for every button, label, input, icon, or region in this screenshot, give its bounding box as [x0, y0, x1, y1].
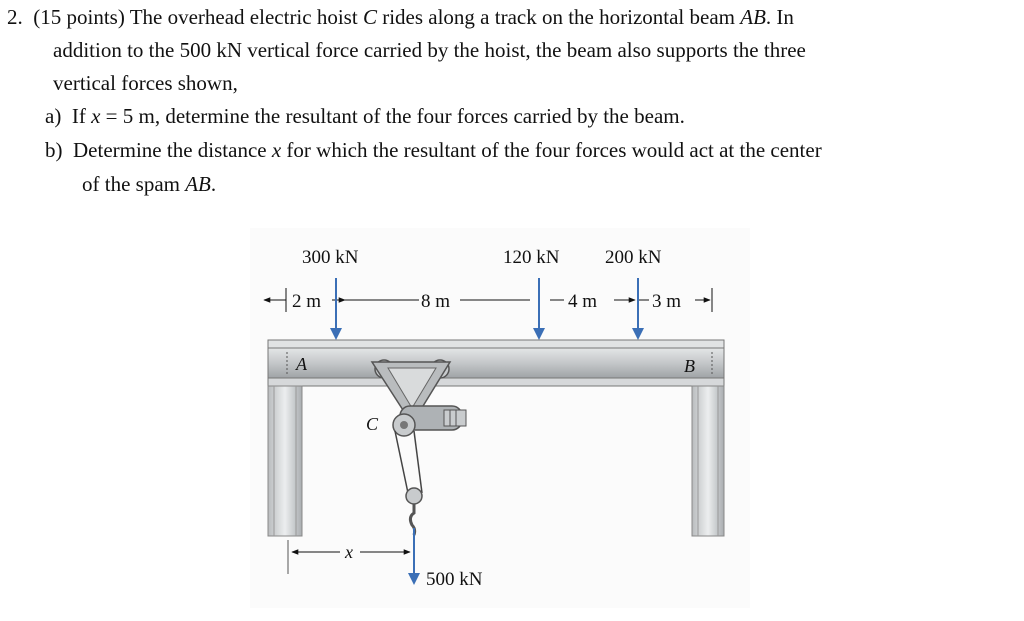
beam-variable: AB	[740, 5, 766, 29]
part-b-label: b)	[45, 138, 63, 162]
label-A: A	[296, 354, 307, 374]
question-points: (15 points)	[33, 5, 125, 29]
label-C: C	[366, 414, 379, 434]
force-300-label: 300 kN	[302, 247, 359, 268]
question-number: 2.	[7, 5, 23, 29]
dim-3m-label: 3 m	[652, 291, 682, 312]
dim-4m-label: 4 m	[568, 291, 598, 312]
hoist-figure	[250, 228, 750, 608]
force-500-label: 500 kN	[426, 569, 483, 590]
left-column	[268, 386, 302, 536]
hoist-variable: C	[362, 5, 377, 29]
label-x: x	[345, 542, 353, 562]
part-a: a) If x = 5 m, determine the resultant of the four forces carried by the beam.	[45, 104, 685, 128]
figure-background	[250, 228, 750, 608]
force-120-label: 120 kN	[503, 247, 560, 268]
dim-2m-label: 2 m	[292, 291, 322, 312]
part-a-label: a)	[45, 104, 62, 128]
label-B: B	[684, 356, 695, 376]
beam-AB	[268, 340, 724, 386]
force-200-label: 200 kN	[605, 247, 662, 268]
part-b: b) Determine the distance x for which the resultant of the four forces would act at the center	[45, 138, 822, 162]
problem-line-2: addition to the 500 kN vertical force carried by the hoist, the beam also supports the three	[53, 38, 806, 62]
problem-line-1: 2. (15 points) The overhead electric hoist C rides along a track on the horizontal beam AB. In	[7, 5, 794, 29]
dim-8m-label: 8 m	[421, 291, 451, 312]
right-column	[692, 386, 724, 536]
problem-line-3: vertical forces shown,	[53, 71, 238, 95]
part-b-line-2: of the spam AB.	[82, 172, 217, 196]
